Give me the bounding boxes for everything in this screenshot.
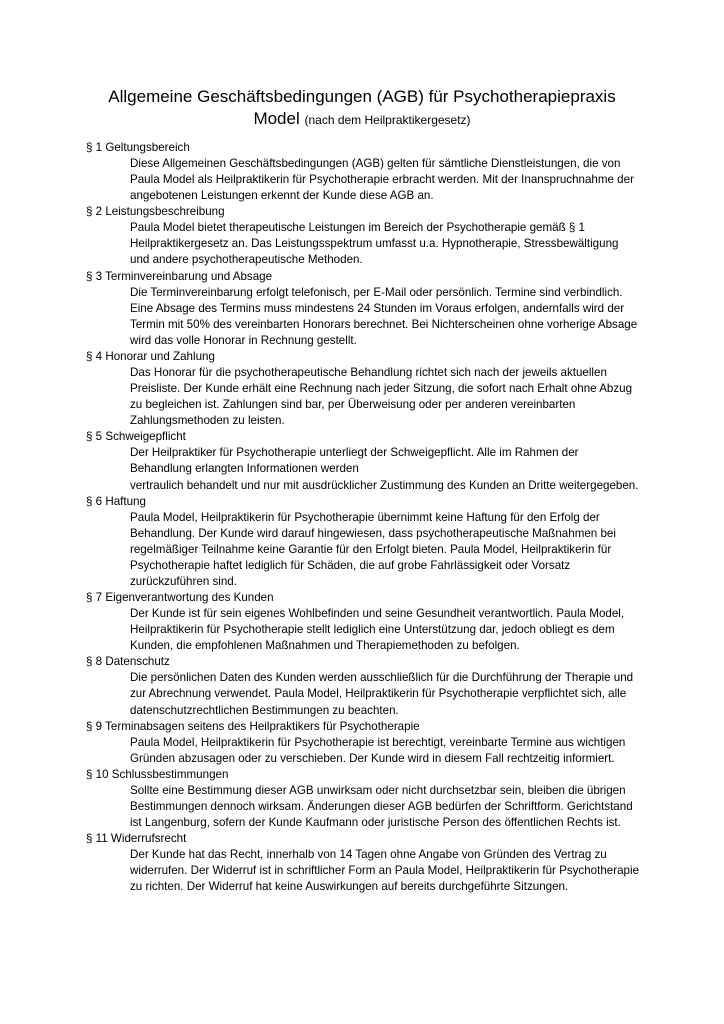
section-body-line: Bestimmungen dennoch wirksam. Änderungen dieser AGB bedürfen der Schriftform. Gerichtstand bbox=[130, 799, 633, 813]
section-heading: § 5 Schweigepflicht bbox=[86, 430, 186, 444]
section-heading: § 11 Widerrufsrecht bbox=[86, 832, 187, 846]
section-body-line: Heilpraktikergesetz an. Das Leistungsspektrum umfasst u.a. Hypnotherapie, Stressbewältigung bbox=[130, 237, 619, 251]
section-body-line: Gründen abzusagen oder zu verschieben. Der Kunde wird in diesem Fall rechtzeitig informiert. bbox=[130, 751, 615, 765]
section-body-line: zurückzuführen sind. bbox=[130, 574, 237, 588]
section-body-line: Der Heilpraktiker für Psychotherapie unterliegt der Schweigepflicht. Alle im Rahmen der bbox=[130, 446, 579, 460]
section-body-line: Termin mit 50% des vereinbarten Honorars berechnet. Bei Nichterscheinen ohne vorherige Absage bbox=[130, 317, 638, 331]
section bbox=[86, 654, 646, 718]
section-body-line: Paula Model bietet therapeutische Leistungen im Bereich der Psychotherapie gemäß § 1 bbox=[130, 221, 586, 235]
section-body-line: Behandlung erlangten Informationen werden bbox=[130, 462, 359, 476]
section bbox=[86, 429, 646, 493]
section bbox=[86, 349, 646, 429]
section-body-line: zu richten. Der Widerruf hat keine Auswirkungen auf bereits durchgeführte Sitzungen. bbox=[130, 880, 569, 894]
section-body-line: vertraulich behandelt und nur mit ausdrücklicher Zustimmung des Kunden an Dritte weitergegeben. bbox=[130, 478, 639, 492]
section-body-line: Zahlungsmethoden zu leisten. bbox=[130, 414, 285, 428]
section-body bbox=[130, 783, 646, 831]
section-body bbox=[130, 445, 646, 493]
section-body-line: Der Kunde hat das Recht, innerhalb von 14 Tagen ohne Angabe von Gründen des Vertrag zu bbox=[130, 848, 607, 862]
section-body-line: zu begleichen ist. Zahlungen sind bar, per Überweisung oder per anderen vereinbarten bbox=[130, 398, 576, 412]
section-body-line: angebotenen Leistungen erkennt der Kunde diese AGB an. bbox=[130, 189, 434, 203]
section bbox=[86, 590, 646, 654]
section-body-line: Diese Allgemeinen Geschäftsbedingungen (AGB) gelten für sämtliche Dienstleistungen, die von bbox=[130, 157, 621, 170]
section-body-line: Eine Absage des Termins muss mindestens 24 Stunden im Voraus erfolgen, andernfalls wird der bbox=[130, 301, 625, 315]
section-heading: § 10 Schlussbestimmungen bbox=[86, 767, 229, 781]
section-body-line: Preisliste. Der Kunde erhält eine Rechnung nach jeder Sitzung, die sofort nach Erhalt ohne Abzug bbox=[130, 382, 633, 396]
section-body-line: ist Langenburg, sofern der Kunde Kaufmann oder juristische Person des öffentlichen Rechts ist. bbox=[130, 816, 621, 829]
section-body bbox=[130, 510, 646, 590]
section-body-line: Heilpraktikerin für Psychotherapie stellt lediglich eine Unterstützung dar, jedoch obliegt es dem bbox=[130, 623, 615, 637]
section-body bbox=[130, 606, 646, 654]
section-body bbox=[130, 735, 646, 767]
section-body-line: widerrufen. Der Widerruf ist in schriftlicher Form an Paula Model, Heilpraktikerin für Psychotherapie bbox=[130, 864, 640, 878]
section-heading: § 1 Geltungsbereich bbox=[86, 141, 190, 154]
section-heading: § 2 Leistungsbeschreibung bbox=[86, 205, 225, 219]
section-body bbox=[130, 285, 646, 349]
section-body bbox=[130, 220, 646, 268]
section-body bbox=[130, 847, 646, 895]
title-line-1: Allgemeine Geschäftsbedingungen (AGB) für Psychotherapiepraxis bbox=[108, 87, 616, 106]
title-line-2 bbox=[60, 108, 664, 131]
section-body-line: Die persönlichen Daten des Kunden werden ausschließlich für die Durchführung der Therapie und bbox=[130, 671, 634, 685]
section-body-line: und andere psychotherapeutische Methoden. bbox=[130, 253, 363, 267]
section-heading: § 8 Datenschutz bbox=[86, 655, 170, 669]
section bbox=[86, 494, 646, 590]
section-body bbox=[130, 156, 646, 204]
section-heading: § 9 Terminabsagen seitens des Heilpraktikers für Psychotherapie bbox=[86, 719, 420, 733]
section-body-line: Die Terminvereinbarung erfolgt telefonisch, per E-Mail oder persönlich. Termine sind verbindlich. bbox=[130, 285, 623, 299]
section-body-line: Psychotherapie haftet lediglich für Schäden, die auf grobe Fahrlässigkeit oder Vorsatz bbox=[130, 558, 571, 572]
section bbox=[86, 140, 646, 204]
section-body-line: Das Honorar für die psychotherapeutische Behandlung richtet sich nach der jeweils aktuellen bbox=[130, 365, 607, 379]
section-heading: § 3 Terminvereinbarung und Absage bbox=[86, 269, 273, 283]
section-body-line: Paula Model, Heilpraktikerin für Psychotherapie übernimmt keine Haftung für den Erfolg der bbox=[130, 510, 600, 524]
section-body-line: Kunden, die empfohlenen Maßnahmen und Therapiemethoden zu befolgen. bbox=[130, 639, 520, 653]
section-body bbox=[130, 670, 646, 718]
section-heading: § 6 Haftung bbox=[86, 494, 146, 508]
section-body-line: Der Kunde ist für sein eigenes Wohlbefinden und seine Gesundheit verantwortlich. Paula Model, bbox=[130, 607, 625, 621]
section-body-line: Paula Model als Heilpraktikerin für Psychotherapie erbracht werden. Mit der Inanspruchnahme der bbox=[130, 173, 634, 187]
section bbox=[86, 831, 646, 895]
section-heading: § 4 Honorar und Zahlung bbox=[86, 349, 215, 363]
section-heading: § 7 Eigenverantwortung des Kunden bbox=[86, 591, 274, 605]
section-body-line: Sollte eine Bestimmung dieser AGB unwirksam oder nicht durchsetzbar sein, bleiben die übrigen bbox=[130, 783, 626, 797]
section-body bbox=[130, 365, 646, 429]
section bbox=[86, 204, 646, 268]
section-body-line: zur Abrechnung verwendet. Paula Model, Heilpraktikerin für Psychotherapie verpflichtet sich, alle bbox=[130, 687, 627, 701]
title-line-2-subtitle: (nach dem Heilpraktikergesetz) bbox=[304, 113, 471, 127]
sections-container bbox=[86, 140, 646, 895]
document-title bbox=[60, 86, 664, 131]
section-body-line: datenschutzrechtlichen Bestimmungen zu beachten. bbox=[130, 703, 399, 717]
section-body-line: Paula Model, Heilpraktikerin für Psychotherapie ist berechtigt, vereinbarte Termine aus wichtigen bbox=[130, 735, 626, 749]
section-body-line: regelmäßiger Teilnahme keine Garantie für den Erfolgt bieten. Paula Model, Heilpraktikerin für bbox=[130, 542, 612, 556]
section bbox=[86, 767, 646, 831]
section bbox=[86, 269, 646, 349]
title-line-2-main: Model bbox=[253, 109, 300, 128]
section-body-line: Behandlung. Der Kunde wird darauf hingewiesen, dass psychotherapeutische Maßnahmen bei bbox=[130, 526, 616, 540]
section bbox=[86, 719, 646, 767]
section-body-line: wird das volle Honorar in Rechnung gestellt. bbox=[130, 333, 357, 347]
